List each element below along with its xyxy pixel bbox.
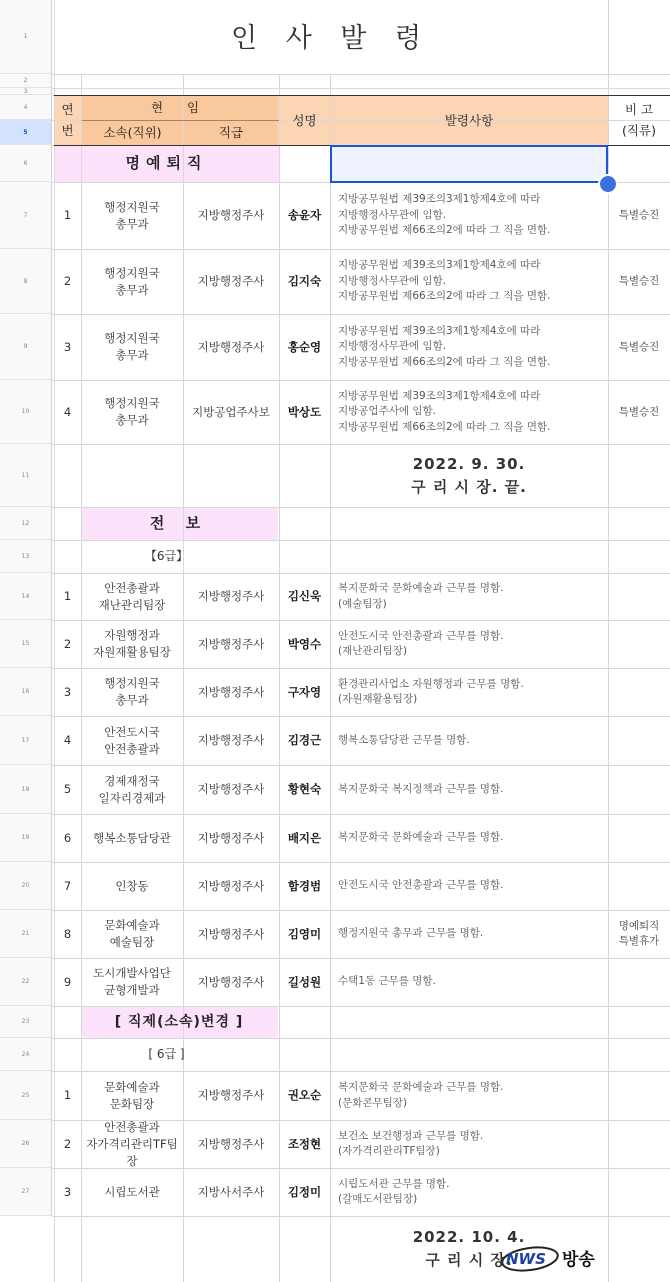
row-affiliation: 안전총괄과 재난관리팀장 (98, 580, 166, 612)
row-grade: 지방사서주사 (197, 1184, 265, 1199)
row-name: 김영미 (287, 926, 322, 941)
row-number[interactable]: 11 (0, 444, 52, 507)
row-grade: 지방행정주사 (197, 589, 265, 603)
row-serial: 1 (63, 1088, 72, 1102)
row-affiliation: 도시개발사업단 균형개발과 (93, 966, 171, 997)
grade-label-change: [ 6급 ] (148, 1047, 185, 1061)
row-number[interactable]: 20 (0, 862, 52, 910)
row-grade: 지방행정주사 (197, 684, 265, 699)
row-number[interactable]: 19 (0, 814, 52, 862)
row-grade: 지방행정주사 (197, 733, 265, 747)
row-order: 지방공무원법 제39조의3제1항제4호에 따라 지방행정사무관에 임함. 지방공무원법 제66조의2에 따라 그 직을 면함. (338, 193, 551, 237)
row-serial: 6 (63, 830, 72, 845)
row-remark: 특별승진 (618, 209, 660, 221)
row-order: 복지문화국 문화예술과 근무를 명함. (문화콘무팀장) (338, 1081, 504, 1109)
row-name: 송윤자 (287, 208, 322, 222)
row-affiliation: 인창동 (115, 878, 149, 893)
row-name: 김지숙 (287, 274, 322, 288)
row-order: 환경관리사업소 자원행정과 근무를 명함. (자원재활용팀장) (338, 677, 524, 705)
row-number[interactable]: 9 (0, 314, 52, 380)
row-grade: 지방행정주사 (197, 974, 265, 989)
row-name: 조정현 (287, 1136, 322, 1151)
row-remark (608, 1120, 670, 1168)
row-number[interactable]: 5 (0, 120, 52, 145)
row-name: 박상도 (287, 404, 322, 419)
header-affiliation: 소속(직위) (103, 125, 162, 140)
row-name: 김신욱 (287, 589, 322, 603)
svg-text:NWS: NWS (506, 1250, 546, 1268)
section-transfer: 전 보 (149, 514, 209, 532)
row-number[interactable]: 21 (0, 910, 52, 958)
row-number[interactable]: 17 (0, 716, 52, 765)
row-affiliation: 행정지원국 총무과 (104, 265, 160, 297)
svg-text:방송: 방송 (562, 1250, 595, 1270)
row-grade: 지방공업주사보 (192, 404, 270, 419)
row-affiliation: 행정지원국 총무과 (104, 396, 160, 427)
row-number[interactable]: 22 (0, 958, 52, 1006)
row-name: 김경근 (287, 733, 322, 747)
row-remark (608, 1071, 670, 1120)
row-remark: 특별승진 (618, 340, 660, 353)
row-remark (608, 620, 670, 668)
row-serial: 2 (63, 274, 72, 288)
row-grade: 지방행정주사 (197, 830, 265, 845)
row-grade: 지방행정주사 (197, 1136, 265, 1151)
header-serial: 연 번 (61, 102, 74, 138)
row-remark (608, 573, 670, 620)
header-name: 성명 (292, 112, 317, 128)
row-name: 권오순 (287, 1088, 322, 1102)
row-number[interactable]: 10 (0, 380, 52, 444)
row-order: 행복소통담당관 근무를 명함. (338, 733, 470, 746)
row-number[interactable]: 18 (0, 765, 52, 814)
row-name: 함경범 (287, 878, 322, 893)
row-number[interactable]: 25 (0, 1071, 52, 1120)
row-gridline (52, 74, 670, 75)
row-number[interactable]: 6 (0, 145, 52, 182)
row-remark (608, 1168, 670, 1216)
row-affiliation: 시립도서관 (104, 1184, 160, 1199)
row-order: 안전도시국 안전총괄과 근무를 명함. (338, 879, 504, 892)
row-serial: 2 (63, 636, 72, 651)
row-order: 안전도시국 안전총괄과 근무를 명함. (재난관리팀장) (338, 629, 504, 657)
row-order: 시립도서관 근무를 명함. (갈매도서관팀장) (338, 1177, 450, 1205)
row-number[interactable]: 7 (0, 182, 52, 249)
row-name: 배지은 (287, 830, 322, 845)
row-order: 복지문화국 문화예술과 근무를 명함. (338, 831, 504, 844)
row-remark (608, 765, 670, 814)
row-order: 지방공무원법 제39조의3제1항제4호에 따라 지방행정사무관에 임함. 지방공무원법 제66조의2에 따라 그 직을 면함. (338, 259, 551, 303)
row-number[interactable]: 27 (0, 1168, 52, 1216)
header-grade: 직급 (218, 125, 244, 140)
row-remark (608, 958, 670, 1006)
row-grade: 지방행정주사 (197, 1088, 265, 1102)
row-number[interactable]: 24 (0, 1038, 52, 1071)
row-serial: 4 (63, 733, 72, 747)
row-serial: 4 (63, 404, 72, 419)
row-affiliation: 행정지원국 총무과 (104, 676, 160, 707)
row-remark: 특별승진 (618, 275, 660, 287)
nws-logo-swoosh (500, 1244, 622, 1272)
document-title: 인 사 발 령 (230, 22, 432, 54)
row-serial: 3 (63, 1184, 72, 1199)
row-grade: 지방행정주사 (197, 636, 265, 651)
row-number[interactable]: 4 (0, 95, 52, 120)
row-number[interactable]: 1 (0, 0, 52, 74)
row-order: 보건소 보건행정과 근무를 명함. (자가격리관리TF팀장) (338, 1129, 484, 1157)
row-number[interactable]: 15 (0, 620, 52, 668)
row-grade: 지방행정주사 (197, 274, 265, 288)
row-affiliation: 행복소통담당관 (93, 830, 171, 845)
row-serial: 1 (63, 208, 72, 222)
row-affiliation: 문화예술과 문화팀장 (104, 1079, 160, 1111)
row-grade: 지방행정주사 (197, 339, 265, 354)
nws-logo (500, 1244, 622, 1272)
row-number[interactable]: 23 (0, 1006, 52, 1038)
row-serial: 5 (63, 782, 72, 796)
row-order: 행정지원국 총무과 근무를 명함. (338, 927, 484, 940)
row-serial: 7 (63, 878, 72, 893)
row-order: 복지문화국 복지정책과 근무를 명함. (338, 782, 504, 795)
row-name: 길성원 (287, 974, 322, 989)
row-number[interactable]: 14 (0, 573, 52, 620)
row-name: 구자영 (287, 684, 322, 699)
grade-label-transfer: 【6급】 (144, 549, 189, 563)
row-serial: 3 (63, 684, 72, 699)
row-grade: 지방행정주사 (197, 926, 265, 941)
row-remark (608, 814, 670, 862)
row-number[interactable]: 3 (0, 88, 52, 95)
row-affiliation: 행정지원국 총무과 (104, 331, 160, 362)
row-remark (608, 716, 670, 765)
row-order: 수택1동 근무를 명함. (338, 975, 436, 988)
row-affiliation: 안전도시국 안전총괄과 (104, 724, 160, 756)
row-number[interactable]: 12 (0, 507, 52, 540)
row-remark (608, 668, 670, 716)
header-current: 현 임 (150, 100, 210, 115)
date-signature-2: 2022. 10. 4. 구 리 시 장. (412, 1228, 526, 1269)
row-serial: 3 (63, 339, 72, 354)
row-affiliation: 경제재정국 일자리경제과 (98, 773, 166, 805)
row-number[interactable]: 2 (0, 74, 52, 88)
row-serial: 2 (63, 1136, 72, 1151)
row-affiliation: 안전총괄과 자가격리관리TF팀장 (86, 1119, 178, 1168)
row-name: 김정미 (287, 1184, 322, 1199)
row-order: 지방공무원법 제39조의3제1항제4호에 따라 지방공업주사에 임함. 지방공무원법 제66조의2에 따라 그 직을 면함. (338, 389, 551, 433)
row-name: 박영수 (287, 636, 322, 651)
row-affiliation: 자원행정과 자원재활용팀장 (93, 628, 171, 659)
selected-cell[interactable] (330, 145, 608, 183)
section-change: [ 직제(소속)변경 ] (114, 1013, 244, 1030)
row-serial: 9 (63, 974, 72, 989)
date-signature-1: 2022. 9. 30. 구 리 시 장. 끝. (411, 454, 527, 496)
row-name: 홍순영 (287, 339, 322, 354)
row-remark: 명예퇴직 특별휴가 (618, 920, 660, 947)
row-grade: 지방행정주사 (197, 208, 265, 222)
row-number[interactable]: 13 (0, 540, 52, 573)
row-name: 황현숙 (287, 782, 322, 796)
row-order: 지방공무원법 제39조의3제1항제4호에 따라 지방행정사무관에 임함. 지방공무원법 제66조의2에 따라 그 직을 면함. (338, 324, 551, 368)
row-grade: 지방행정주사 (197, 878, 265, 893)
row-grade: 지방행정주사 (197, 782, 265, 796)
row-number[interactable]: 16 (0, 668, 52, 716)
row-affiliation: 문화예술과 예술팀장 (104, 918, 160, 949)
section-retirement: 명예퇴직 (125, 154, 208, 172)
row-affiliation: 행정지원국 총무과 (104, 199, 160, 231)
row-remark: 특별승진 (618, 405, 660, 418)
row-remark (608, 862, 670, 910)
row-order: 복지문화국 문화예술과 근무를 명함. (예술팀장) (338, 582, 504, 610)
row-number[interactable]: 8 (0, 249, 52, 314)
row-gridline (52, 88, 670, 89)
row-serial: 1 (63, 589, 72, 603)
row-number[interactable]: 26 (0, 1120, 52, 1168)
header-order: 발령사항 (444, 112, 494, 128)
row-serial: 8 (63, 926, 72, 941)
header-remarks: 비 고 (직류) (622, 102, 656, 138)
